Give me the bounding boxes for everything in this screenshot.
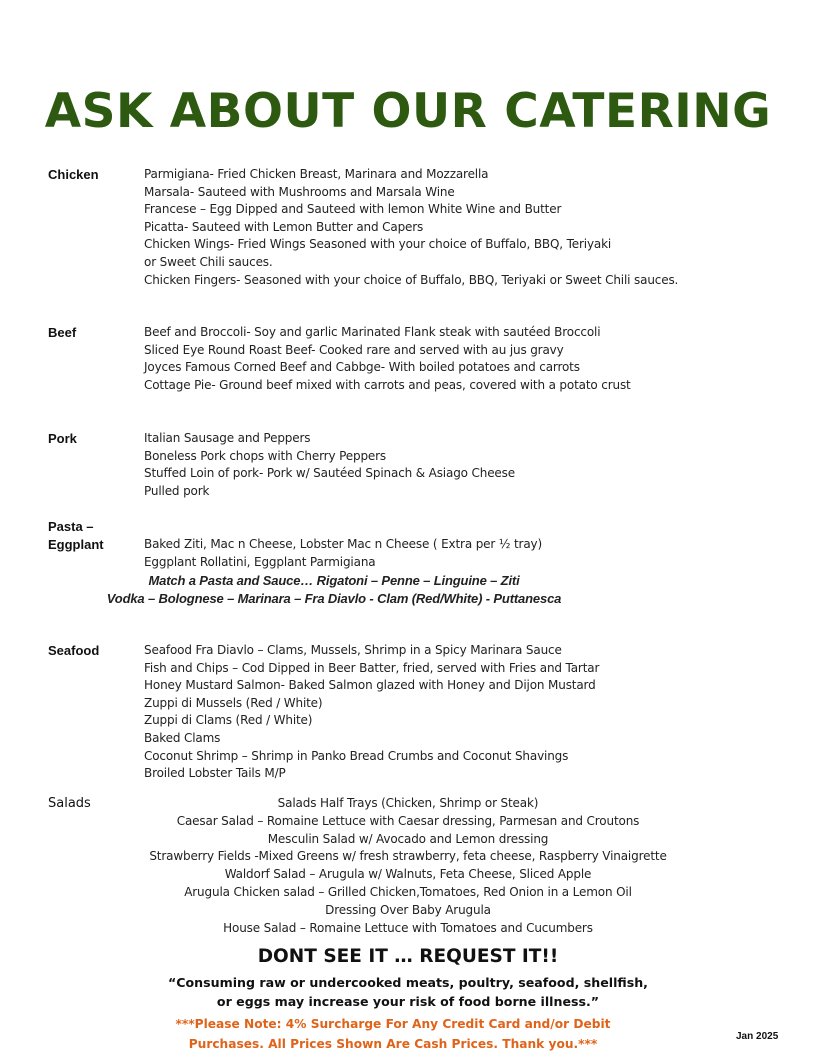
category-label-eggplant: Eggplant xyxy=(48,537,104,552)
category-label-pork: Pork xyxy=(48,431,77,446)
menu-item: Cottage Pie- Ground beef mixed with carrots and peas, covered with a potato crust xyxy=(144,377,631,392)
menu-item: Zuppi di Clams (Red / White) xyxy=(144,713,313,728)
menu-item: Stuffed Loin of pork- Pork w/ Sautéed Spinach & Asiago Cheese xyxy=(144,466,516,481)
date-label: Jan 2025 xyxy=(736,1031,779,1042)
category-label-pasta: Pasta – xyxy=(48,519,94,534)
menu-item: Waldorf Salad – Arugula w/ Walnuts, Feta Cheese, Sliced Apple xyxy=(224,867,592,882)
menu-list-pasta xyxy=(144,536,794,571)
menu-item: Chicken Fingers- Seasoned with your choice of Buffalo, BBQ, Teriyaki or Sweet Chili sauces. xyxy=(144,272,679,287)
note-line: ***Please Note: 4% Surcharge For Any Credit Card and/or Debit xyxy=(175,1017,611,1031)
note-line: Purchases. All Prices Shown Are Cash Prices. Thank you.*** xyxy=(188,1037,598,1051)
pasta-match-line: Match a Pasta and Sauce… Rigatoni – Penne – Linguine – Ziti xyxy=(148,573,520,588)
menu-item: Sliced Eye Round Roast Beef- Cooked rare and served with au jus gravy xyxy=(144,342,564,357)
menu-item: Italian Sausage and Peppers xyxy=(144,431,311,445)
category-label-beef: Beef xyxy=(48,325,77,340)
menu-item: Broiled Lobster Tails M/P xyxy=(144,766,286,781)
menu-item: Baked Ziti, Mac n Cheese, Lobster Mac n Cheese ( Extra per ½ tray) xyxy=(144,537,543,551)
menu-item: Picatta- Sauteed with Lemon Butter and Capers xyxy=(144,219,424,234)
menu-item: Beef and Broccoli- Soy and garlic Marinated Flank steak with sautéed Broccoli xyxy=(144,325,601,339)
menu-item: Dressing Over Baby Arugula xyxy=(325,902,491,917)
menu-item: Coconut Shrimp – Shrimp in Panko Bread Crumbs and Coconut Shavings xyxy=(144,748,569,763)
menu-item: or Sweet Chili sauces. xyxy=(144,254,273,269)
menu-item: Honey Mustard Salmon- Baked Salmon glazed with Honey and Dijon Mustard xyxy=(144,678,596,693)
warning-line: or eggs may increase your risk of food borne illness.” xyxy=(216,994,600,1009)
menu-list-salads xyxy=(0,795,816,937)
menu-item: Seafood Fra Diavlo – Clams, Mussels, Shrimp in a Spicy Marinara Sauce xyxy=(144,643,562,657)
menu-item: Fish and Chips – Cod Dipped in Beer Batter, fried, served with Fries and Tartar xyxy=(144,660,600,675)
page-title: ASK ABOUT OUR CATERING xyxy=(44,84,772,139)
sauce-options-line: Vodka – Bolognese – Marinara – Fra Diavlo - Clam (Red/White) - Puttanesca xyxy=(106,590,562,606)
menu-item: Parmigiana- Fried Chicken Breast, Marinara and Mozzarella xyxy=(144,167,489,181)
menu-item: Arugula Chicken salad – Grilled Chicken,Tomatoes, Red Onion in a Lemon Oil xyxy=(184,884,632,899)
category-label-salads: Salads xyxy=(48,796,91,811)
menu-item: Zuppi di Mussels (Red / White) xyxy=(144,695,323,710)
menu-item: Strawberry Fields -Mixed Greens w/ fresh strawberry, feta cheese, Raspberry Vinaigrette xyxy=(149,849,667,864)
category-label-chicken: Chicken xyxy=(48,167,99,182)
menu-list-seafood xyxy=(144,642,794,783)
menu-item: Pulled pork xyxy=(144,483,210,498)
menu-list-pork xyxy=(144,430,794,500)
menu-item: Marsala- Sauteed with Mushrooms and Marsala Wine xyxy=(144,184,455,199)
menu-item: Baked Clams xyxy=(144,730,221,745)
menu-list-beef xyxy=(144,324,794,394)
menu-item: Mesculin Salad w/ Avocado and Lemon dressing xyxy=(267,831,549,846)
menu-item: Eggplant Rollatini, Eggplant Parmigiana xyxy=(144,554,376,569)
warning-line: “Consuming raw or undercooked meats, poultry, seafood, shellfish, xyxy=(168,975,648,990)
request-heading: DONT SEE IT … REQUEST IT!! xyxy=(257,946,559,967)
menu-item: Francese – Egg Dipped and Sauteed with lemon White Wine and Butter xyxy=(144,202,562,217)
menu-item: Chicken Wings- Fried Wings Seasoned with your choice of Buffalo, BBQ, Teriyaki xyxy=(144,237,612,252)
food-safety-warning xyxy=(0,973,816,1011)
menu-list-chicken xyxy=(144,166,794,289)
pasta-sauce-options xyxy=(0,572,668,607)
menu-item: Joyces Famous Corned Beef and Cabbge- With boiled potatoes and carrots xyxy=(144,360,580,375)
menu-item: Boneless Pork chops with Cherry Peppers xyxy=(144,448,387,463)
category-label-seafood: Seafood xyxy=(48,643,100,658)
menu-item: Caesar Salad – Romaine Lettuce with Caesar dressing, Parmesan and Croutons xyxy=(176,813,640,828)
menu-item: Salads Half Trays (Chicken, Shrimp or Steak) xyxy=(277,796,539,810)
menu-item: House Salad – Romaine Lettuce with Tomatoes and Cucumbers xyxy=(223,920,593,935)
surcharge-note xyxy=(0,1014,786,1054)
